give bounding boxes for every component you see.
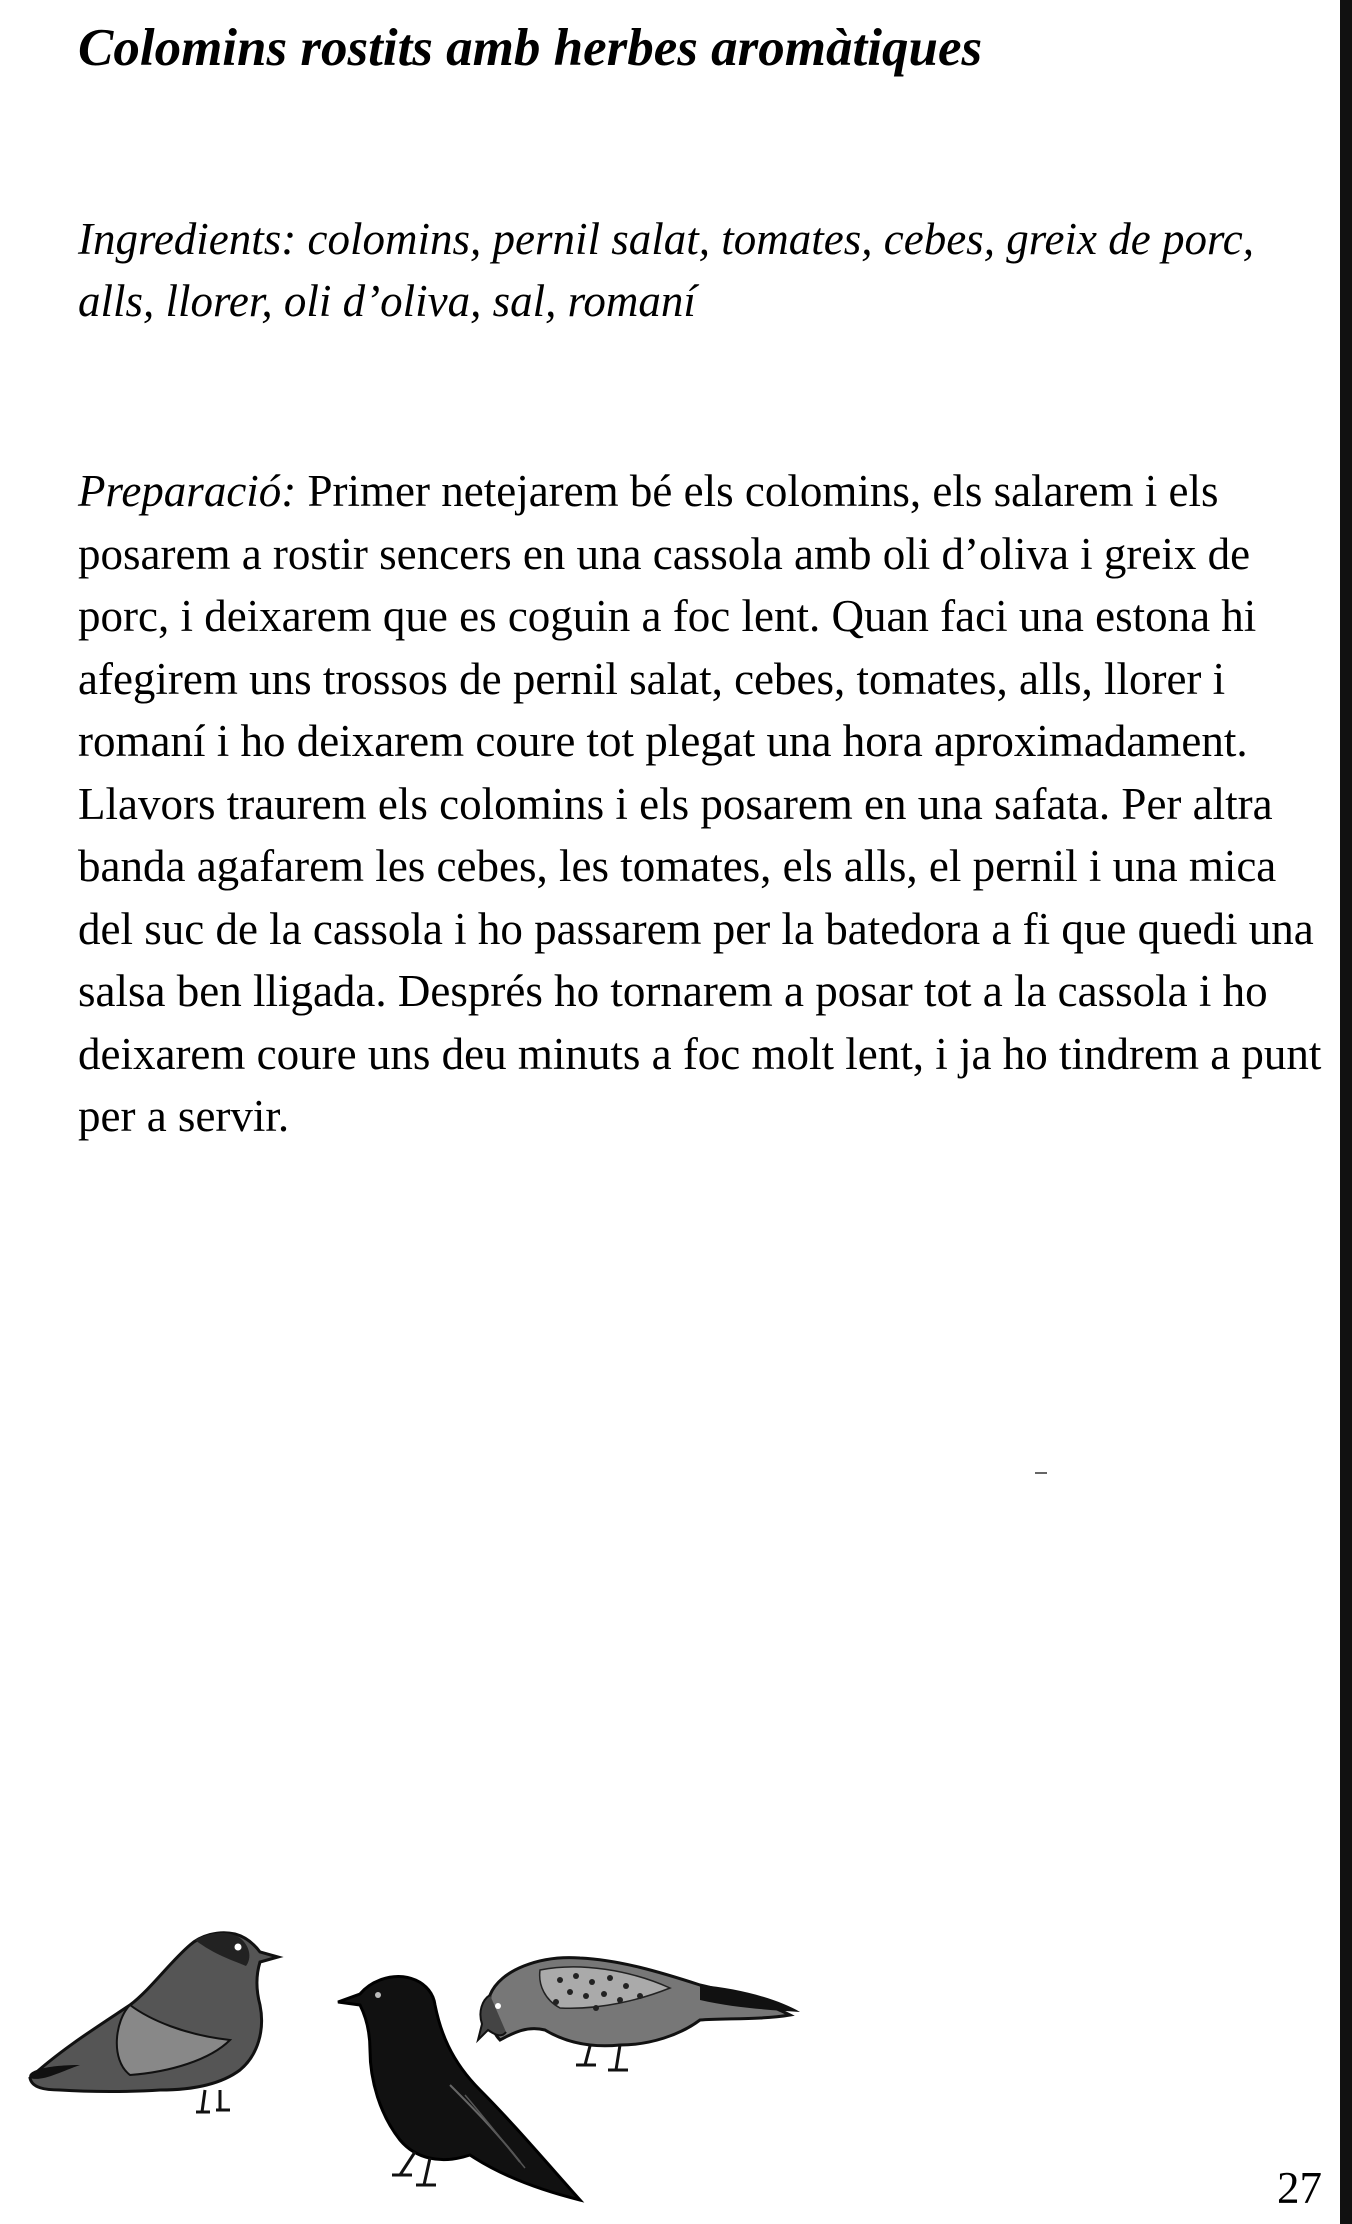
preparation-paragraph-1 xyxy=(78,460,1340,773)
ingredients-list: colomins, pernil salat, tomates, cebes, greix de porc, alls, llorer, oli d’oliva, sal, romaní xyxy=(78,214,1255,326)
preparation-text-1: Primer netejarem bé els colomins, els salarem i els posarem a rostir sencers en una cassola amb oli d’oliva i greix de porc, i deixarem que es coguin a foc lent. Quan faci una estona hi afegirem uns trossos de pernil salat, cebes, tomates, alls, llorer i romaní i ho deixarem coure tot plegat una hora aproximadament. xyxy=(78,466,1257,766)
print-speck xyxy=(1035,1472,1047,1474)
ingredients-section xyxy=(78,208,1308,332)
pigeon-left-icon xyxy=(29,1933,278,2112)
ingredients-label: Ingredients: xyxy=(78,214,297,264)
page-edge-bar xyxy=(1340,0,1352,2224)
pigeon-right-icon xyxy=(478,1958,800,2070)
preparation-section xyxy=(78,460,1340,1148)
preparation-paragraph-2: Llavors traurem els colomins i els posarem en una safata. Per altra banda agafarem les cebes, les tomates, els alls, el pernil i una mica del suc de la cassola i ho passarem per la batedora a fi que quedi una salsa ben lligada. Després ho tornarem a posar tot a la cassola i ho deixarem coure uns deu minuts a foc molt lent, i ja ho tindrem a punt per a servir. xyxy=(78,778,1322,1141)
pigeons-illustration-icon xyxy=(20,1900,820,2224)
recipe-title: Colomins rostits amb herbes aromàtiques xyxy=(78,19,983,77)
preparation-label: Preparació: xyxy=(78,466,297,516)
page-number: 27 xyxy=(1277,2163,1322,2213)
